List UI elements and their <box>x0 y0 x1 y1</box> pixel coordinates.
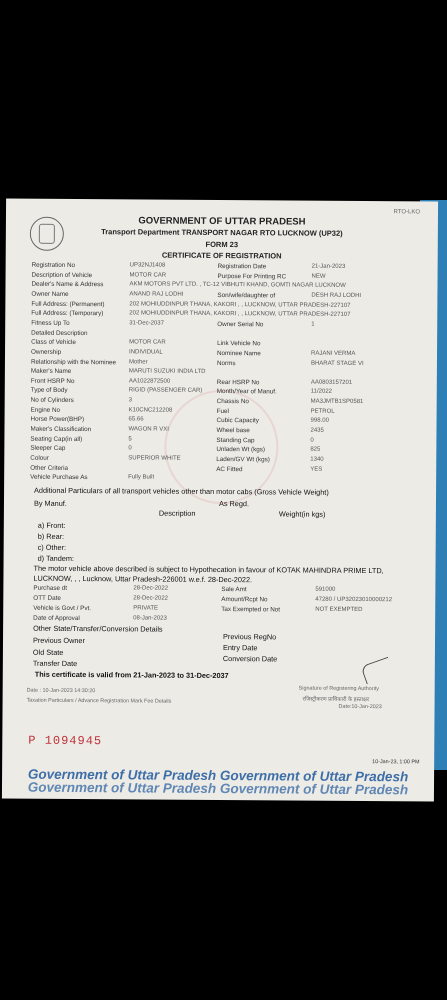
hypothecation-line2: LUCKNOW, , , Lucknow, Uttar Pradesh-226001 w.e.f. 28-Dec-2022. <box>33 573 253 585</box>
field-label: Fitness Up To <box>31 319 70 327</box>
right-field-value: NEW <box>311 273 326 280</box>
as-regd-label: As Regd. <box>218 498 250 509</box>
right-field-value: 998.00 <box>310 418 329 425</box>
right-field-label: Laden/GV Wt (kgs) <box>216 455 270 464</box>
signature-hindi: रजिस्ट्रीकरण प्राधिकारी के हस्ताक्षर <box>302 696 370 704</box>
signature-mark <box>360 657 394 685</box>
govt-value: PRIVATE <box>133 605 159 612</box>
right-field-label: Nominee Name <box>216 349 261 358</box>
right-field-value: PETROL <box>310 408 335 415</box>
receipt-value: 47280 / UP32023010000212 <box>315 596 393 604</box>
field-value: ANAND RAJ LODHI <box>129 291 184 298</box>
field-label: Registration No <box>31 261 76 269</box>
field-label: Class of Vehicle <box>31 338 76 347</box>
field-label: Ownership <box>31 348 62 356</box>
tax-label: Tax Exempted or Not <box>221 606 281 614</box>
field-label: Sleeper Cap <box>30 445 66 453</box>
taxation-line: Taxation Particulars / Advance Registration Mark Fee Details <box>26 697 172 705</box>
field-label: Owner Name <box>31 290 69 298</box>
right-field-label: Unladen Wt (kgs) <box>216 446 266 454</box>
right-field-value: DESH RAJ LODHI <box>311 292 362 299</box>
axle-other: c) Other: <box>37 542 67 552</box>
hypothecation-line1: The motor vehicle above described is subject to Hypothecation in favour of KOTAK MAHINDRA PRIME LTD, <box>33 563 384 576</box>
field-label: Engine No <box>30 406 61 414</box>
field-label: Full Address: (Permanent) <box>31 300 105 308</box>
purchase-dt-value: 28-Dec-2022 <box>133 585 169 592</box>
right-field-label: Link Vehicle No <box>217 340 261 348</box>
axle-rear: b) Rear: <box>37 531 65 541</box>
field-value: AA1022872500 <box>128 378 171 385</box>
field-label: Full Address: (Temporary) <box>31 309 104 318</box>
right-field-value: 21-Jan-2023 <box>311 263 346 270</box>
field-value: 202 MOHIUDDINPUR THANA, KAKORI , , LUCKNOW, UTTAR PRADESH-227107 <box>129 310 351 319</box>
right-field-value: 1340 <box>310 456 324 463</box>
right-field-label: Cubic Capacity <box>216 417 259 425</box>
transfer-date-label: Transfer Date <box>32 658 78 669</box>
field-label: Maker's Name <box>30 367 72 376</box>
previous-owner-label: Previous Owner <box>32 635 85 646</box>
field-value: 0 <box>128 445 132 452</box>
right-field-label: Standing Cap <box>216 436 255 444</box>
right-field-value: BHARAT STAGE VI <box>310 360 364 367</box>
field-label: Relationship with the Nominee <box>30 358 117 366</box>
field-value: K10CNC212208 <box>128 407 173 414</box>
right-field-value: 825 <box>310 446 321 454</box>
description-col: Description <box>158 508 196 518</box>
right-field-label: AC Fitted <box>216 465 243 473</box>
field-label: Horse Power(BHP) <box>30 416 85 424</box>
footer-line1: Government of Uttar Pradesh Government of Uttar Pradesh <box>27 766 409 785</box>
field-value: RIGID (PASSENGER CAR) <box>128 387 203 395</box>
axle-front: a) Front: <box>37 520 66 530</box>
old-state-label: Old State <box>32 647 64 657</box>
field-value: 65.66 <box>128 416 144 423</box>
signature-date: Date:10-Jan-2023 <box>338 703 382 711</box>
field-value: SUPERIOR WHITE <box>128 455 181 462</box>
field-value: WAGON R VXI <box>128 426 169 433</box>
bottom-stamp: 10-Jan-23, 1:00 PM <box>372 759 420 766</box>
dept-title: Transport Department TRANSPORT NAGAR RTO LUCKNOW (UP32) <box>101 227 343 238</box>
top-stamp: RTO-LKO <box>393 209 421 216</box>
right-field-value: 0 <box>310 437 314 444</box>
by-manuf-label: By Manuf. <box>33 498 67 508</box>
entry-date-label: Entry Date <box>222 643 258 653</box>
field-value: Fully Built <box>128 474 155 481</box>
field-value: UP32NJ1408 <box>129 262 166 269</box>
right-field-value: 2435 <box>310 427 324 434</box>
right-field-label: Owner Serial No <box>217 320 264 329</box>
previous-regno-label: Previous RegNo <box>223 632 277 642</box>
field-label: Type of Body <box>30 387 68 395</box>
receipt-label: Amount/Rcpt No <box>221 596 268 604</box>
field-value: MARUTI SUZUKI INDIA LTD <box>128 368 206 376</box>
sale-value: 591000 <box>315 586 336 593</box>
govt-label: Vehicle is Govt / Pvt. <box>33 604 92 613</box>
field-label: Dealer's Name & Address <box>31 280 104 289</box>
right-field-label: Wheel base <box>216 427 250 435</box>
gov-title: GOVERNMENT OF UTTAR PRADESH <box>138 215 306 228</box>
field-label: Detailed Description <box>31 329 88 337</box>
right-field-label: Purpose For Printing RC <box>217 272 287 281</box>
ott-value: 28-Dec-2022 <box>133 595 169 602</box>
axle-tandem: d) Tandem: <box>37 553 74 563</box>
right-field-value: AA0803157201 <box>310 379 353 386</box>
form-number: FORM 23 <box>205 239 239 250</box>
right-field-label: Month/Year of Manuf. <box>216 388 277 396</box>
serial-number: P 1094945 <box>28 733 103 749</box>
purchase-dt-label: Purchase dt <box>33 584 68 592</box>
footer-line2: Government of Uttar Pradesh Government of Uttar Pradesh <box>27 779 409 798</box>
field-value: 31-Dec-2037 <box>129 320 164 327</box>
field-value: MOTOR CAR <box>129 339 166 346</box>
right-field-value: 1 <box>311 321 315 328</box>
right-field-value: MA3JMTB1SP0581 <box>310 398 364 406</box>
field-value: MOTOR CAR <box>129 272 167 279</box>
certificate-title: CERTIFICATE OF REGISTRATION <box>161 250 282 261</box>
field-label: Colour <box>30 454 49 462</box>
approval-value: 08-Jan-2023 <box>133 615 167 622</box>
right-field-label: Chassis No <box>216 398 249 406</box>
issue-date: Date : 10-Jan-2023 14:30:20 <box>26 687 96 695</box>
signature-label: Signature of Registering Authority <box>298 685 380 693</box>
field-value: 202 MOHIUDDINPUR THANA, KAKORI , , LUCKNOW, UTTAR PRADESH-227107 <box>129 300 351 309</box>
field-label: No of Cylinders <box>30 396 74 405</box>
field-value: 3 <box>128 397 133 404</box>
field-label: Vehicle Purchase As <box>30 473 88 482</box>
right-field-label: Norms <box>216 359 236 367</box>
right-field-value: RAJANI VERMA <box>311 350 356 357</box>
validity-line: This certificate is valid from 21-Jan-2023 to 31-Dec-2037 <box>34 669 229 681</box>
right-field-label: Registration Date <box>217 262 267 271</box>
right-field-label: Son/wife/daughter of <box>217 291 276 300</box>
conversion-date-label: Conversion Date <box>222 654 278 664</box>
right-field-value: YES <box>310 466 323 473</box>
additional-heading: Additional Particulars of all transport vehicles other than motor cabs (Gross Vehicle Weight) <box>34 485 329 497</box>
tax-value: NOT EXEMPTED <box>315 606 363 613</box>
field-label: Seating Cap(in all) <box>30 435 83 443</box>
field-label: Description of Vehicle <box>31 271 93 279</box>
field-label: Maker's Classification <box>30 425 92 434</box>
field-value: INDIVIDUAL <box>129 349 163 356</box>
sale-label: Sale Amt <box>221 586 247 594</box>
right-field-value: 11/2022 <box>310 389 333 396</box>
field-value: 5 <box>128 436 132 443</box>
transfer-heading: Other State/Transfer/Conversion Details <box>33 623 163 634</box>
registration-certificate <box>2 198 438 801</box>
field-value: Mother <box>128 358 148 365</box>
ott-label: OTT Date <box>33 594 61 602</box>
field-label: Other Criteria <box>30 464 69 472</box>
approval-label: Date of Approval <box>33 614 80 623</box>
right-field-label: Fuel <box>216 407 229 415</box>
right-field-label: Rear HSRP No <box>216 378 260 387</box>
field-value: AKM MOTORS PVT LTD. , TC-12 VIBHUTI KHAND, GOMTI NAGAR LUCKNOW <box>129 281 346 290</box>
weight-col: Weight(in kgs) <box>278 509 326 519</box>
field-label: Front HSRP No <box>30 377 75 385</box>
